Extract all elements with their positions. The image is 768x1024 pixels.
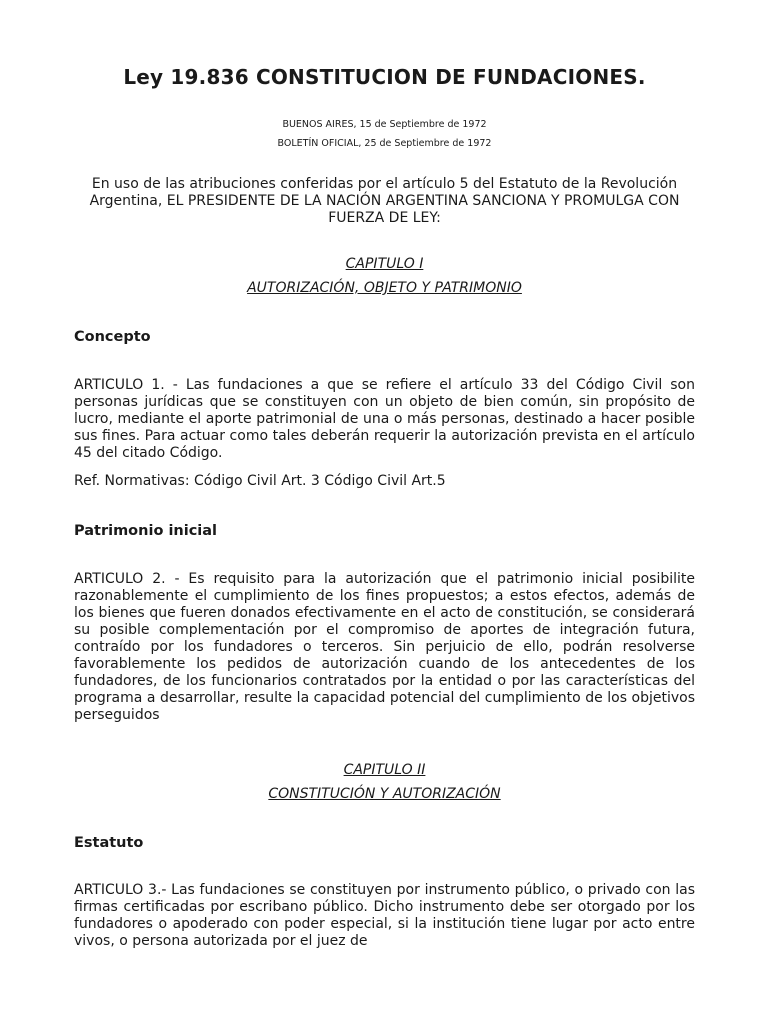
article-3-text: ARTICULO 3.- Las fundaciones se constituyen por instrumento público, o privado con las firmas certificadas por escribano público. Dicho instrumento debe ser otorgado por los fundadores o apoderado con poder especial, si la institución tiene lugar por acto entre vivos, o persona autorizada por el juez de [74,882,695,949]
article-1-text: ARTICULO 1. - Las fundaciones a que se refiere el artículo 33 del Código Civil son personas jurídicas que se constituyen con un objeto de bien común, sin propósito de lucro, mediante el aporte patrimonial de una o más personas, destinado a hacer posible sus fines. Para actuar como tales deberán requerir la autorización prevista en el artículo 45 del citado Código. [74,377,695,461]
document-title: Ley 19.836 CONSTITUCION DE FUNDACIONES. [123,65,646,89]
article-1-references: Ref. Normativas: Código Civil Art. 3 Código Civil Art.5 [74,473,446,489]
section-heading-patrimonio: Patrimonio inicial [74,523,218,539]
article-2-text: ARTICULO 2. - Es requisito para la autorización que el patrimonio inicial posibilite razonablemente el cumplimiento de los fines propuestos; a estos efectos, además de los bienes que fueren donados efectivamente en el acto de constitución, se considerará su posible complementación por el compromiso de aportes de integración futura, contraído por los fundadores o terceros. Sin perjuicio de ello, podrán resolverse favorablemente los pedidos de autorización cuando de los antecedentes de los fundadores, de los funcionarios contratados por la entidad o por las características del programa a desarrollar, resulte la capacidad potencial del cumplimiento de los objetivos perseguidos [74,571,695,723]
place-date: BUENOS AIRES, 15 de Septiembre de 1972 [282,119,487,130]
chapter-1-number: CAPITULO I [345,256,424,272]
intro-paragraph: En uso de las atribuciones conferidas por el artículo 5 del Estatuto de la Revolución Argentina, EL PRESIDENTE DE LA NACIÓN ARGENTINA SANCIONA Y PROMULGA CON FUERZA DE LEY: [89,176,680,226]
chapter-2-number: CAPITULO II [343,762,426,778]
chapter-1-name: AUTORIZACIÓN, OBJETO Y PATRIMONIO [247,280,522,296]
boletin-oficial-date: BOLETÍN OFICIAL, 25 de Septiembre de 1972 [277,138,492,149]
section-heading-estatuto: Estatuto [74,835,144,851]
chapter-2-name: CONSTITUCIÓN Y AUTORIZACIÓN [268,786,501,802]
section-heading-concepto: Concepto [74,329,151,345]
document-page [74,62,695,950]
